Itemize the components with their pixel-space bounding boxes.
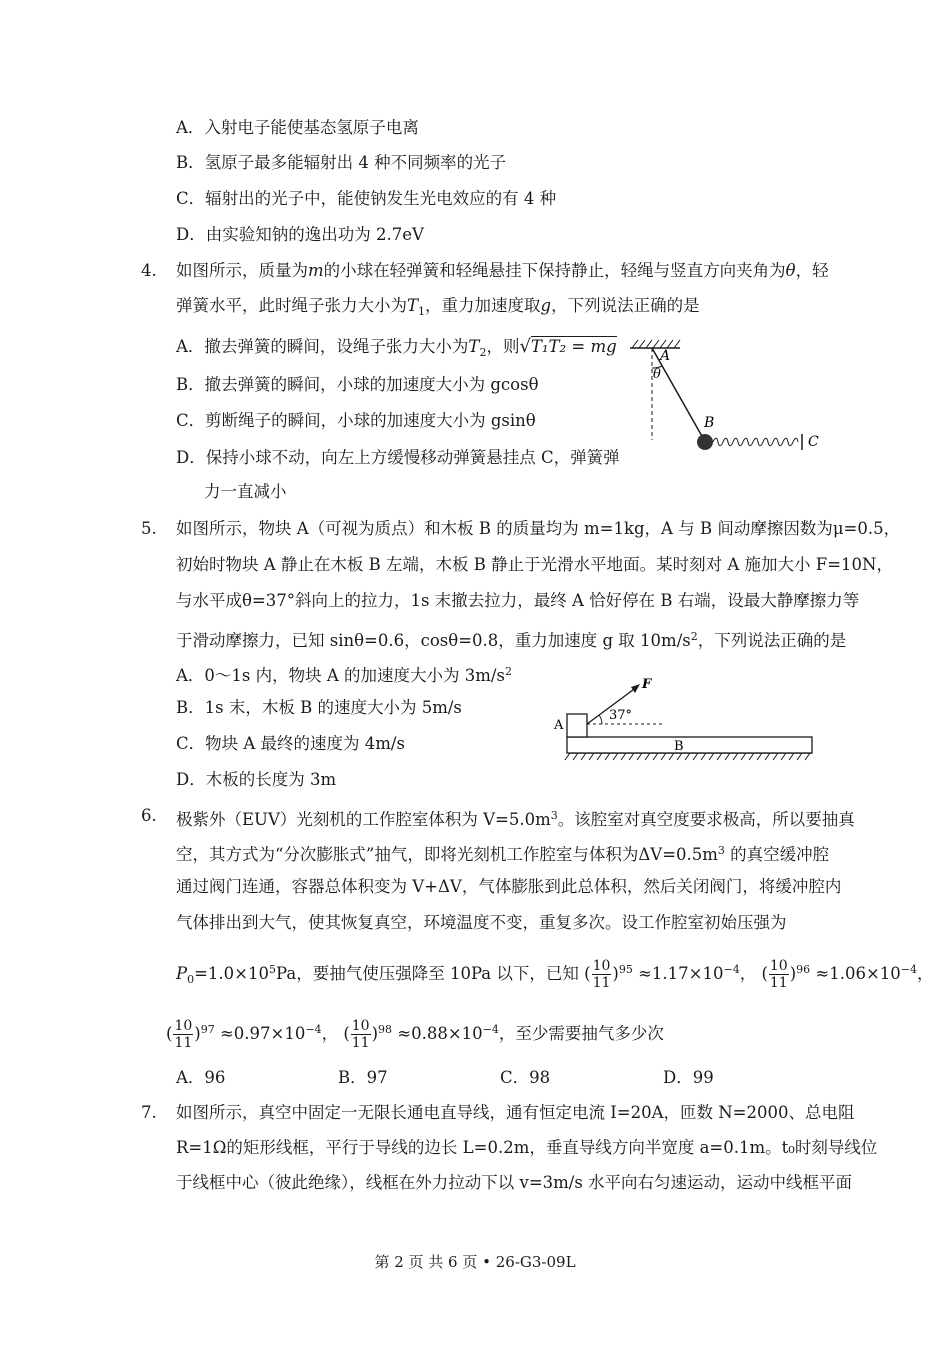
q4-figure-label-theta: θ xyxy=(653,367,661,382)
q6-stem-text: 空，其方式为“分次膨胀式”抽气，即将光刻机工作腔室与体积为ΔV=0.5m xyxy=(176,845,718,864)
q5-stem-line-4 xyxy=(176,626,846,652)
q6-pressure-symbol: P xyxy=(176,964,188,983)
q5-stem-line-1: 如图所示，物块 A（可视为质点）和木板 B 的质量均为 m=1kg，A 与 B 间动摩擦因数为μ=0.5， xyxy=(176,519,901,538)
q6-value: ≈0.97×10 xyxy=(214,1024,306,1043)
q6-stem-text: 极紫外（EUV）光刻机的工作腔室体积为 V=5.0m xyxy=(176,810,551,829)
fraction-denominator: 11 xyxy=(592,975,611,991)
q6-option-a: A．96 xyxy=(176,1068,226,1087)
q4-option-d-line-1: D．保持小球不动，向左上方缓慢移动弹簧悬挂点 C，弹簧弹 xyxy=(176,448,620,467)
q6-option-b: B．97 xyxy=(338,1068,388,1087)
q5-stem-line-2: 初始时物块 A 静止在木板 B 左端，木板 B 静止于光滑水平地面。某时刻对 A 施加大小 F=10N， xyxy=(176,555,893,574)
exponent: 95 xyxy=(618,963,633,976)
q3-option-c: C．辐射出的光子中，能使钠发生光电效应的有 4 种 xyxy=(176,189,557,208)
q5-option-d: D．木板的长度为 3m xyxy=(176,770,337,789)
q6-superscript: 3 xyxy=(550,809,558,822)
q5-stem-text: 于滑动摩擦力，已知 sinθ=0.6，cosθ=0.8，重力加速度 g 取 10m/s xyxy=(176,631,691,650)
q6-option-c: C．98 xyxy=(500,1068,551,1087)
q4-number: 4. xyxy=(141,261,157,280)
q6-stem-text: =1.0×10 xyxy=(194,964,269,983)
q6-stem-line-6 xyxy=(166,1018,664,1051)
q4-stem-line-1 xyxy=(176,260,829,282)
q6-stem-text: Pa，要抽气使压强降至 10Pa 以下，已知 xyxy=(276,964,579,983)
q6-stem-line-5 xyxy=(176,958,934,991)
q4-mass-symbol: m xyxy=(308,261,324,280)
exponent: −4 xyxy=(723,963,740,976)
q5-figure-label-b: B xyxy=(674,739,684,754)
q4-figure-label-a: A xyxy=(660,348,671,364)
q7-number: 7. xyxy=(141,1103,157,1122)
q4-tension2-subscript: 2 xyxy=(479,346,487,359)
q5-option-a xyxy=(176,661,512,687)
q6-stem-text: 。该腔室对真空度要求极高，所以要抽真 xyxy=(557,810,855,829)
q4-stem-text: 弹簧水平，此时绳子张力大小为 xyxy=(176,296,407,315)
q6-option-d: D．99 xyxy=(663,1068,714,1087)
q6-value: ≈1.06×10 xyxy=(810,964,901,983)
exponent: −4 xyxy=(900,963,918,976)
q6-pressure-subscript: 0 xyxy=(187,973,195,986)
q4-tension2-symbol: T xyxy=(468,337,480,356)
q5-option-b: B．1s 末，木板 B 的速度大小为 5m/s xyxy=(176,698,462,717)
q6-power-95: ( $\frac{10}{11}$ )$^{95}$ xyxy=(584,958,633,991)
q6-power-97: ( $\frac{10}{11}$ )$^{97}$ xyxy=(166,1018,215,1051)
separator: ， xyxy=(321,1024,339,1043)
fraction-numerator: 10 xyxy=(351,1018,370,1034)
q6-value: ≈0.88×10 xyxy=(392,1024,483,1043)
q6-number: 6. xyxy=(141,806,157,825)
fraction-denominator: 11 xyxy=(769,975,788,991)
q6-stem-line-2 xyxy=(176,840,829,866)
q5-figure-label-a: A xyxy=(554,718,564,733)
separator: ， xyxy=(739,964,757,983)
q5-option-c: C．物块 A 最终的速度为 4m/s xyxy=(176,734,405,753)
q5-stem-text: ，下列说法正确的是 xyxy=(697,631,847,650)
page-footer: 第 2 页 共 6 页 • 26-G3-09L xyxy=(374,1253,576,1271)
q6-stem-text: ，至少需要抽气多少次 xyxy=(498,1024,664,1043)
q6-value: ≈1.17×10 xyxy=(632,964,724,983)
q4-option-a-text: A．撤去弹簧的瞬间，设绳子张力大小为 xyxy=(176,337,469,356)
q6-power-96: ( $\frac{10}{11}$ )$^{96}$ xyxy=(761,958,811,991)
q7-stem-line-3: 于线框中心（彼此绝缘），线框在外力拉动下以 v=3m/s 水平向右匀速运动，运动中线框平面 xyxy=(176,1173,853,1192)
separator: ， xyxy=(917,964,934,983)
q4-option-c: C．剪断绳子的瞬间，小球的加速度大小为 gsinθ xyxy=(176,411,536,430)
q4-option-d-line-2: 力一直减小 xyxy=(204,482,287,501)
q5-stem-line-3: 与水平成θ=37°斜向上的拉力，1s 末撤去拉力，最终 A 恰好停在 B 右端，设最大静摩擦力等 xyxy=(176,591,860,610)
exponent: −4 xyxy=(305,1023,322,1036)
q4-option-a-text: ，则 xyxy=(486,337,520,356)
q4-stem-line-2 xyxy=(176,295,700,323)
exponent: 97 xyxy=(200,1023,215,1036)
sqrt-icon: √ xyxy=(519,336,531,357)
q3-option-d: D．由实验知钠的逸出功为 2.7eV xyxy=(176,225,424,244)
q4-stem-text: ，重力加速度取 xyxy=(425,296,541,315)
q3-option-a: A．入射电子能使基态氢原子电离 xyxy=(176,118,419,137)
q3-option-b: B．氢原子最多能辐射出 4 种不同频率的光子 xyxy=(176,153,507,172)
q4-gravity-symbol: g xyxy=(540,296,552,315)
q6-stem-line-1 xyxy=(176,805,855,831)
q4-option-a xyxy=(176,336,617,364)
q4-option-b: B．撤去弹簧的瞬间，小球的加速度大小为 gcosθ xyxy=(176,375,539,394)
fraction-numerator: 10 xyxy=(174,1018,193,1034)
q4-figure-label-c: C xyxy=(808,434,819,450)
q4-tension-symbol: T xyxy=(407,296,419,315)
q6-stem-text: 的真空缓冲腔 xyxy=(724,845,830,864)
q5-superscript: 2 xyxy=(690,630,698,643)
q7-stem-line-2: R=1Ω的矩形线框，平行于导线的边长 L=0.2m，垂直导线方向半宽度 a=0.1m。t₀时刻导线位 xyxy=(176,1138,878,1157)
q5-option-a-superscript: 2 xyxy=(504,665,512,678)
fraction-denominator: 11 xyxy=(351,1035,370,1051)
fraction-numerator: 10 xyxy=(592,958,611,974)
q4-tension-subscript: 1 xyxy=(418,305,426,318)
q5-number: 5. xyxy=(141,519,157,538)
fraction-numerator: 10 xyxy=(769,958,788,974)
q4-figure xyxy=(620,330,830,460)
q6-superscript: 3 xyxy=(717,844,725,857)
q7-stem-line-1: 如图所示，真空中固定一无限长通电直导线，通有恒定电流 I=20A，匝数 N=2000、总电阻 xyxy=(176,1103,855,1122)
q6-stem-line-4: 气体排出到大气，使其恢复真空，环境温度不变，重复多次。设工作腔室初始压强为 xyxy=(176,913,787,932)
q5-figure-label-f: F xyxy=(642,677,652,692)
fraction-denominator: 11 xyxy=(174,1035,193,1051)
q6-stem-line-3: 通过阀门连通，容器总体积变为 V+ΔV，气体膨胀到此总体积，然后关闭阀门，将缓冲腔内 xyxy=(176,877,842,896)
exponent: −4 xyxy=(482,1023,499,1036)
q4-figure-label-b: B xyxy=(704,415,715,431)
q6-superscript: 5 xyxy=(269,963,276,976)
q4-stem-text: ，下列说法正确的是 xyxy=(551,296,700,315)
q4-stem-text: ，轻 xyxy=(795,261,829,280)
q5-figure xyxy=(540,672,820,764)
exponent: 96 xyxy=(796,963,811,976)
q4-stem-text: 的小球在轻弹簧和轻绳悬挂下保持静止，轻绳与竖直方向夹角为 xyxy=(323,261,786,280)
q4-stem-text: 如图所示，质量为 xyxy=(176,261,308,280)
q5-figure-label-angle: 37° xyxy=(609,708,633,723)
q6-power-98: ( $\frac{10}{11}$ )$^{98}$ xyxy=(343,1018,393,1051)
q5-option-a-text: A．0～1s 内，物块 A 的加速度大小为 3m/s xyxy=(176,666,505,685)
q4-option-a-formula: T₁T₂ = mg xyxy=(530,337,617,356)
q4-theta-symbol: θ xyxy=(785,261,796,280)
exponent: 98 xyxy=(378,1023,393,1036)
